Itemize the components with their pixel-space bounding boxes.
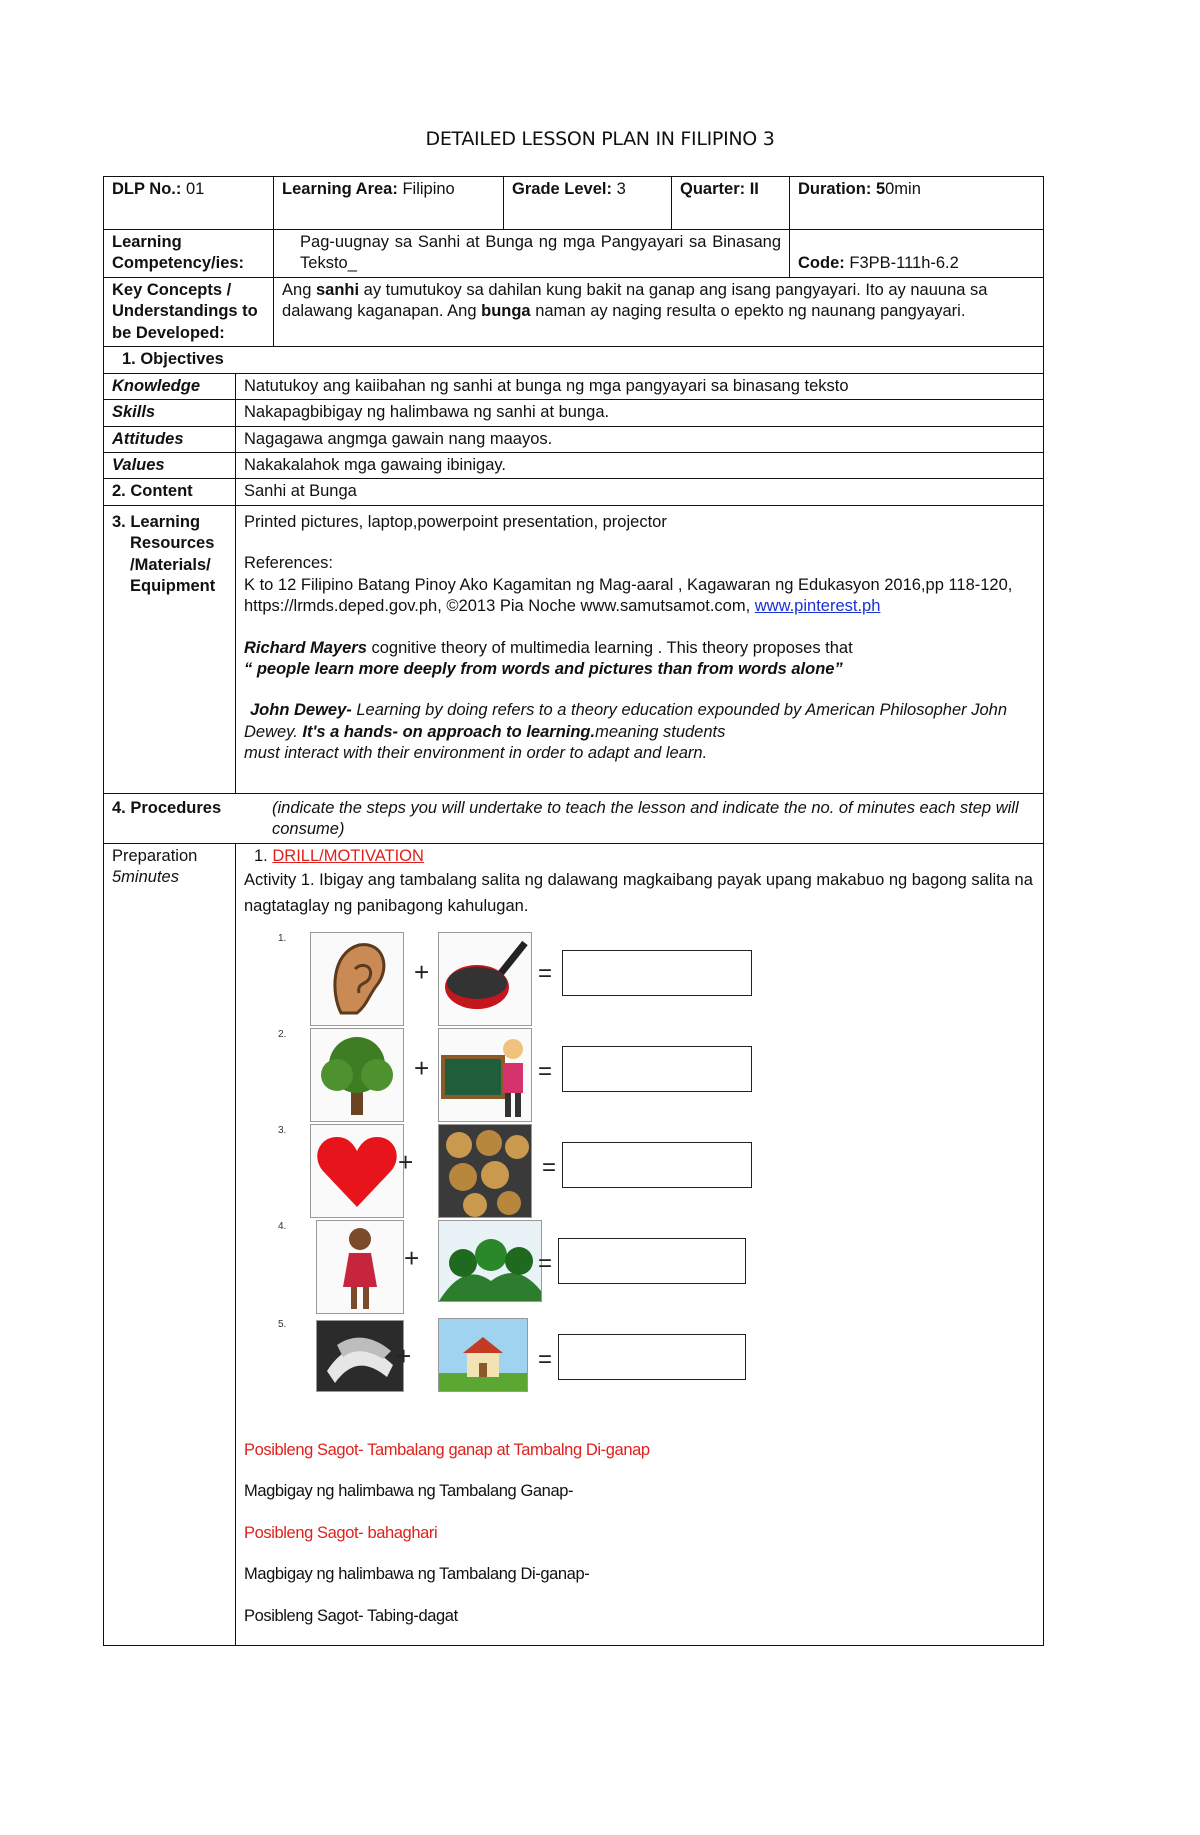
skills-label: Skills [104, 400, 236, 426]
compound-word-quiz [244, 920, 1035, 1440]
plus-sign: + [414, 1052, 430, 1083]
house-icon [438, 1318, 528, 1392]
plus-sign: + [396, 1340, 412, 1371]
equals-sign: = [538, 959, 553, 987]
cookies-icon [438, 1124, 532, 1218]
ear-icon [310, 932, 404, 1026]
procedures-row [104, 793, 1044, 843]
possible-answer: Posibleng Sagot- Tambalang ganap at Tambalng Di-ganap [244, 1440, 650, 1459]
plus-sign: + [398, 1146, 414, 1177]
code-cell: Code: F3PB-111h-6.2 [790, 230, 1044, 278]
equals-sign: = [542, 1153, 557, 1181]
procedures-note: (indicate the steps you will undertake to teach the lesson and indicate the no. of minutes each step will consume) [272, 798, 1019, 839]
objectives-heading: 1. Objectives [104, 347, 1044, 373]
competency-row [104, 230, 1044, 278]
quarter-cell: Quarter: II [672, 177, 790, 230]
possible-answer: Posibleng Sagot- bahaghari [244, 1523, 438, 1542]
forest-icon [438, 1220, 542, 1302]
resources-label: 3. Learning Resources /Materials/ Equipment [104, 505, 236, 793]
equals-sign: = [538, 1249, 553, 1277]
item-number: 3. [278, 1124, 287, 1136]
answer-box[interactable] [562, 1142, 752, 1188]
equals-sign: = [538, 1057, 553, 1085]
activity-instructions: Activity 1. Ibigay ang tambalang salita ng dalawang magkaibang payak upang makabuo ng bagong salita na nagtataglay ng panibagong kahulugan. [244, 871, 1033, 916]
teacher-chalkboard-icon [438, 1028, 532, 1122]
pinterest-link[interactable]: www.pinterest.ph [754, 597, 881, 616]
drill-title: DRILL/MOTIVATION [272, 846, 424, 865]
objectives-heading-row [104, 347, 1044, 373]
procedures-cell [104, 793, 1044, 843]
preparation-label: Preparation [112, 846, 198, 865]
girl-icon [316, 1220, 404, 1314]
skills-text: Nakapagbibigay ng halimbawa ng sanhi at bunga. [236, 400, 1044, 426]
content-label: 2. Content [104, 479, 236, 505]
answer-box[interactable] [558, 1334, 746, 1380]
competency-text: Pag-uugnay sa Sanhi at Bunga ng mga Pangyayari sa Binasang Teksto_ [274, 230, 790, 278]
heart-icon [310, 1124, 404, 1218]
skills-row [104, 400, 1044, 426]
preparation-time: 5minutes [112, 868, 179, 887]
header-row [104, 177, 1044, 230]
resources-row [104, 505, 1044, 793]
prompt-text: Magbigay ng halimbawa ng Tambalang Di-ganap- [244, 1565, 590, 1584]
item-number: 5. [278, 1318, 287, 1330]
knowledge-row [104, 373, 1044, 399]
page-title: DETAILED LESSON PLAN IN FILIPINO 3 [425, 128, 775, 150]
preparation-row [104, 843, 1044, 1645]
hands-icon [316, 1320, 404, 1392]
preparation-label-cell [104, 843, 236, 1645]
content-text: Sanhi at Bunga [236, 479, 1044, 505]
values-text: Nakakalahok mga gawaing ibinigay. [236, 452, 1044, 478]
item-number: 2. [278, 1028, 287, 1040]
answer-box[interactable] [562, 950, 752, 996]
item-number: 1. [278, 932, 287, 944]
tree-icon [310, 1028, 404, 1122]
procedures-label: 4. Procedures [112, 798, 222, 817]
key-concepts-label: Key Concepts / Understandings to be Developed: [104, 277, 274, 346]
equals-sign: = [538, 1345, 553, 1373]
grade-level-cell: Grade Level: 3 [504, 177, 672, 230]
preparation-content: 1. DRILL/MOTIVATION Activity 1. Ibigay ang tambalang salita ng dalawang magkaibang payak upang makabuo ng bagong salita na nagtataglay ng panibagong kahulugan. 1. + = 2. + = 3. + = 4. + = 5. + = Posibleng Sagot- Tambalang ganap at Tambalng Di-ganap Magbigay ng halimbawa ng Tambalang Ganap- Posibleng Sagot- bahaghari Magbigay ng halimbawa ng Tambalang Di-ganap- Posibleng Sagot- Tabing-dagat [236, 843, 1044, 1645]
values-label: Values [104, 452, 236, 478]
values-row [104, 452, 1044, 478]
plus-sign: + [414, 956, 430, 987]
attitudes-label: Attitudes [104, 426, 236, 452]
competency-label: Learning Competency/ies: [104, 230, 274, 278]
key-concepts-text: Ang sanhi ay tumutukoy sa dahilan kung bakit na ganap ang isang pangyayari. Ito ay nauuna sa dalawang kaganapan. Ang bunga naman ay naging resulta o epekto ng naunang pangyayari. [274, 277, 1044, 346]
learning-area-cell: Learning Area: Filipino [274, 177, 504, 230]
knowledge-text: Natutukoy ang kaiibahan ng sanhi at bunga ng mga pangyayari sa binasang teksto [236, 373, 1044, 399]
prompt-text: Magbigay ng halimbawa ng Tambalang Ganap- [244, 1482, 574, 1501]
frying-pan-icon [438, 932, 532, 1026]
answer-box[interactable] [562, 1046, 752, 1092]
attitudes-text: Nagagawa angmga gawain nang maayos. [236, 426, 1044, 452]
answer-notes [244, 1440, 1035, 1627]
lesson-plan-table [103, 176, 1044, 1646]
possible-answer: Posibleng Sagot- Tabing-dagat [244, 1606, 458, 1625]
answer-box[interactable] [558, 1238, 746, 1284]
duration-cell: Duration: 50min [790, 177, 1044, 230]
attitudes-row [104, 426, 1044, 452]
plus-sign: + [404, 1242, 420, 1273]
content-row [104, 479, 1044, 505]
dlp-no-cell: DLP No.: 01 [104, 177, 274, 230]
item-number: 4. [278, 1220, 287, 1232]
resources-text: Printed pictures, laptop,powerpoint presentation, projector References: K to 12 Filipino Batang Pinoy Ako Kagamitan ng Mag-aaral , Kagawaran ng Edukasyon 2016,pp 118-120, https://lrmds.deped.gov.ph, ©2013 Pia Noche www.samutsamot.com, www.pinterest.ph Richard Mayers cognitive theory of multimedia learning . This theory proposes that “ people learn more deeply from words and pictures than from words alone” John Dewey- Learning by doing refers to a theory education expounded by American Philosopher John Dewey. It's a hands- on approach to learning.meaning students must interact with their environment in order to adapt and learn. [236, 505, 1044, 793]
key-concepts-row [104, 277, 1044, 346]
knowledge-label: Knowledge [104, 373, 236, 399]
